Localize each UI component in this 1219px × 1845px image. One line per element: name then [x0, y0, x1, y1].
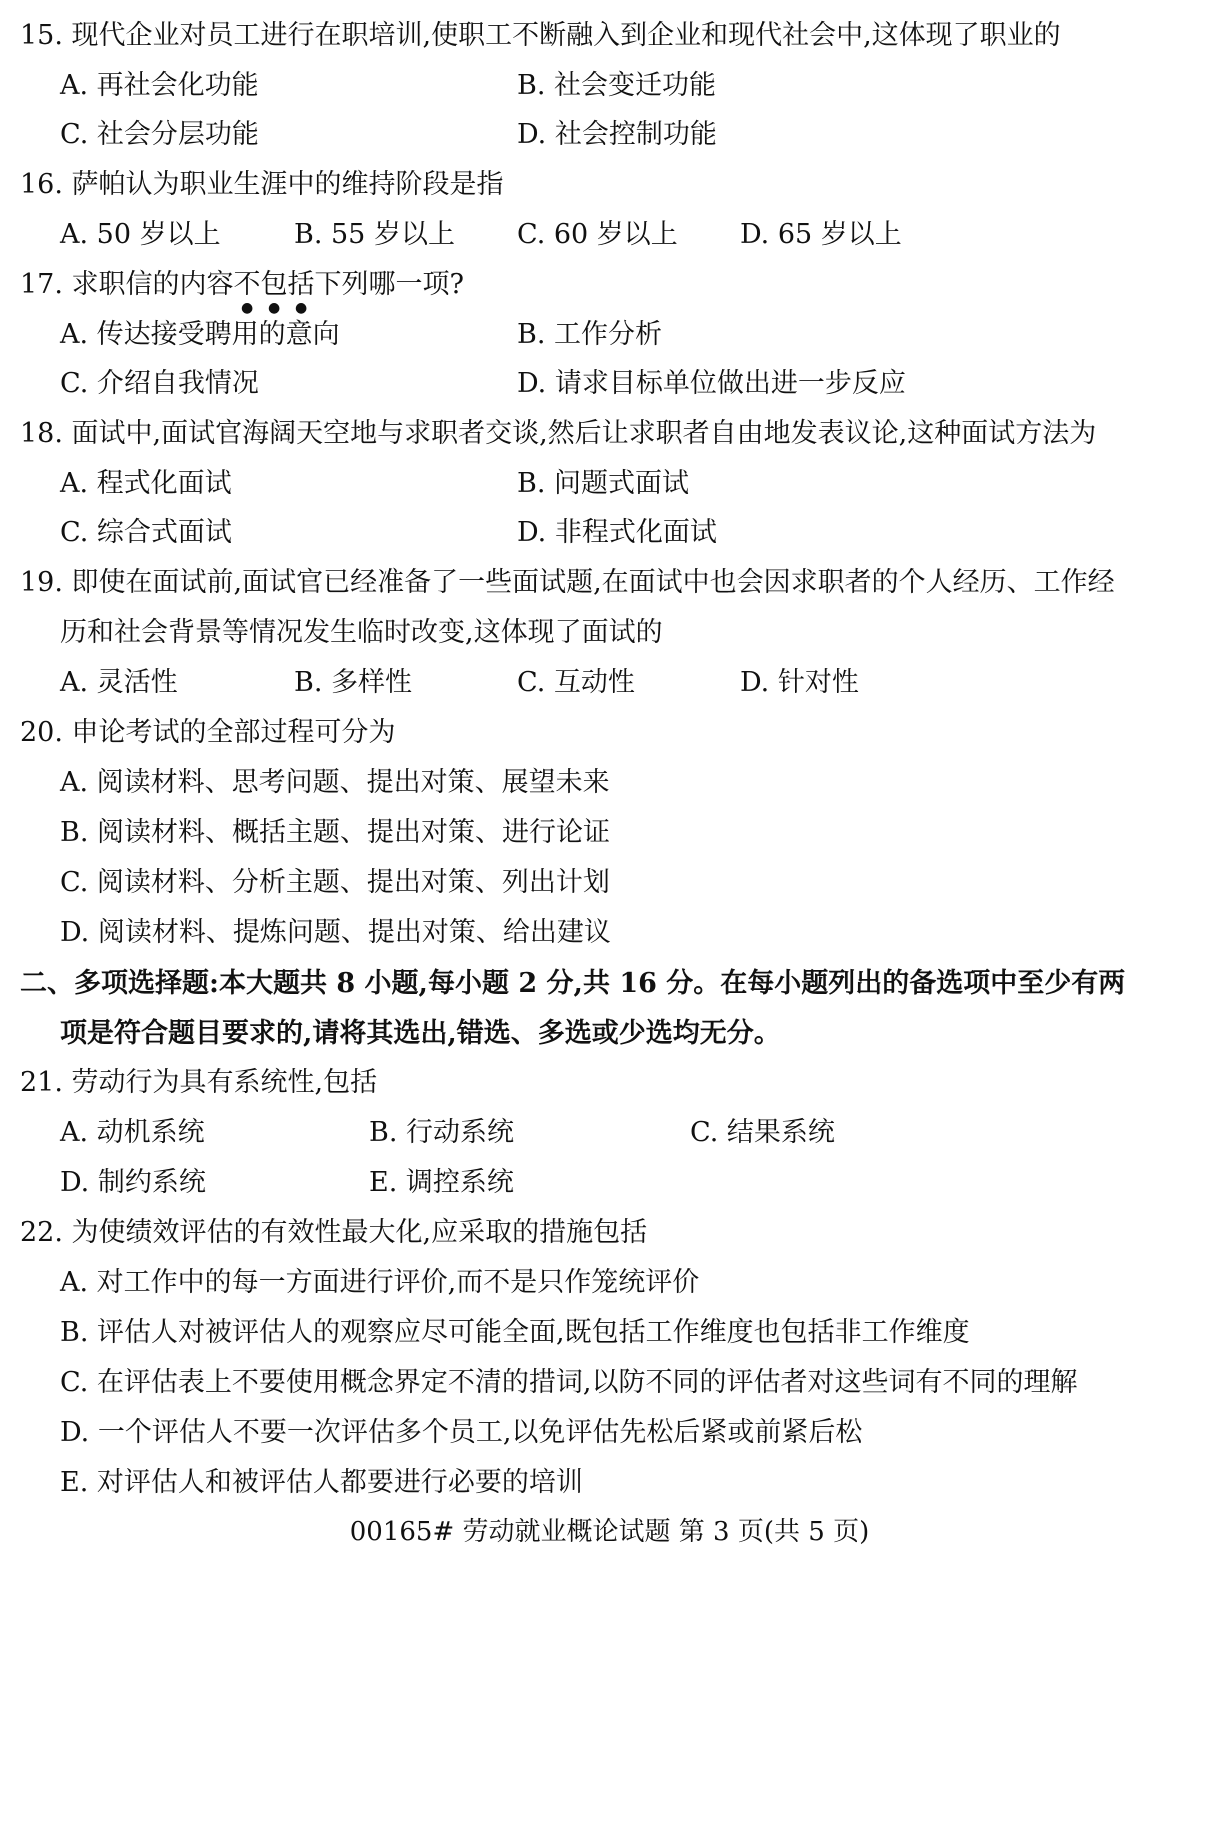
question-21-option-d: D. 制约系统	[60, 1167, 206, 1198]
question-22-option-c: C. 在评估表上不要使用概念界定不清的措词,以防不同的评估者对这些词有不同的理解	[60, 1367, 1078, 1398]
question-17-stem-prefix: 17. 求职信的内容	[20, 269, 234, 300]
question-18-option-d: D. 非程式化面试	[517, 517, 717, 548]
question-21-option-c: C. 结果系统	[690, 1117, 835, 1148]
question-16-option-c: C. 60 岁以上	[517, 219, 678, 250]
question-21-stem: 21. 劳动行为具有系统性,包括	[20, 1067, 378, 1098]
question-15-option-b: B. 社会变迁功能	[517, 70, 717, 101]
question-17-option-a: A. 传达接受聘用的意向	[60, 319, 340, 350]
question-22-option-a: A. 对工作中的每一方面进行评价,而不是只作笼统评价	[60, 1267, 700, 1298]
question-18-option-a: A. 程式化面试	[60, 468, 232, 499]
question-16-option-b: B. 55 岁以上	[294, 219, 455, 250]
question-19-stem-line-1: 19. 即使在面试前,面试官已经准备了一些面试题,在面试中也会因求职者的个人经历、工作经	[20, 567, 1115, 598]
question-20-option-b: B. 阅读材料、概括主题、提出对策、进行论证	[60, 817, 611, 848]
section-2-heading-line-1: 二、多项选择题:本大题共 8 小题,每小题 2 分,共 16 分。在每小题列出的备选项中至少有两	[20, 968, 1126, 999]
question-17-emphasis: 不包括	[233, 269, 315, 300]
question-17-stem-suffix: 下列哪一项?	[314, 269, 465, 300]
question-21-option-e: E. 调控系统	[369, 1167, 514, 1198]
question-22-option-d: D. 一个评估人不要一次评估多个员工,以免评估先松后紧或前紧后松	[60, 1417, 863, 1448]
question-20-stem: 20. 申论考试的全部过程可分为	[20, 717, 396, 748]
question-19-option-b: B. 多样性	[294, 667, 413, 698]
question-20-option-a: A. 阅读材料、思考问题、提出对策、展望未来	[60, 767, 610, 798]
question-18-stem: 18. 面试中,面试官海阔天空地与求职者交谈,然后让求职者自由地发表议论,这种面试方法为	[20, 418, 1097, 449]
section-2-heading-line-2: 项是符合题目要求的,请将其选出,错选、多选或少选均无分。	[60, 1018, 781, 1049]
question-19-stem-line-2: 历和社会背景等情况发生临时改变,这体现了面试的	[60, 617, 663, 648]
question-17-option-b: B. 工作分析	[517, 319, 663, 350]
question-17-stem	[20, 268, 464, 316]
question-21-option-a: A. 动机系统	[60, 1117, 205, 1148]
question-19-option-a: A. 灵活性	[60, 667, 178, 698]
question-20-option-d: D. 阅读材料、提炼问题、提出对策、给出建议	[60, 917, 611, 948]
question-19-option-d: D. 针对性	[740, 667, 859, 698]
question-22-option-b: B. 评估人对被评估人的观察应尽可能全面,既包括工作维度也包括非工作维度	[60, 1317, 970, 1348]
question-22-stem: 22. 为使绩效评估的有效性最大化,应采取的措施包括	[20, 1217, 648, 1248]
page-footer: 00165# 劳动就业概论试题 第 3 页(共 5 页)	[349, 1517, 870, 1547]
question-20-option-c: C. 阅读材料、分析主题、提出对策、列出计划	[60, 867, 610, 898]
question-21-option-b: B. 行动系统	[369, 1117, 515, 1148]
question-22-option-e: E. 对评估人和被评估人都要进行必要的培训	[60, 1467, 583, 1498]
question-19-option-c: C. 互动性	[517, 667, 635, 698]
question-16-option-d: D. 65 岁以上	[740, 219, 902, 250]
question-18-option-c: C. 综合式面试	[60, 517, 232, 548]
question-15-option-d: D. 社会控制功能	[517, 119, 717, 150]
question-15-option-a: A. 再社会化功能	[60, 70, 259, 101]
question-15-option-c: C. 社会分层功能	[60, 119, 259, 150]
question-17-option-d: D. 请求目标单位做出进一步反应	[517, 368, 906, 399]
question-18-option-b: B. 问题式面试	[517, 468, 690, 499]
question-15-stem: 15. 现代企业对员工进行在职培训,使职工不断融入到企业和现代社会中,这体现了职业的	[20, 20, 1061, 51]
question-17-option-c: C. 介绍自我情况	[60, 368, 259, 399]
question-16-stem: 16. 萨帕认为职业生涯中的维持阶段是指	[20, 169, 504, 200]
question-16-option-a: A. 50 岁以上	[60, 219, 221, 250]
